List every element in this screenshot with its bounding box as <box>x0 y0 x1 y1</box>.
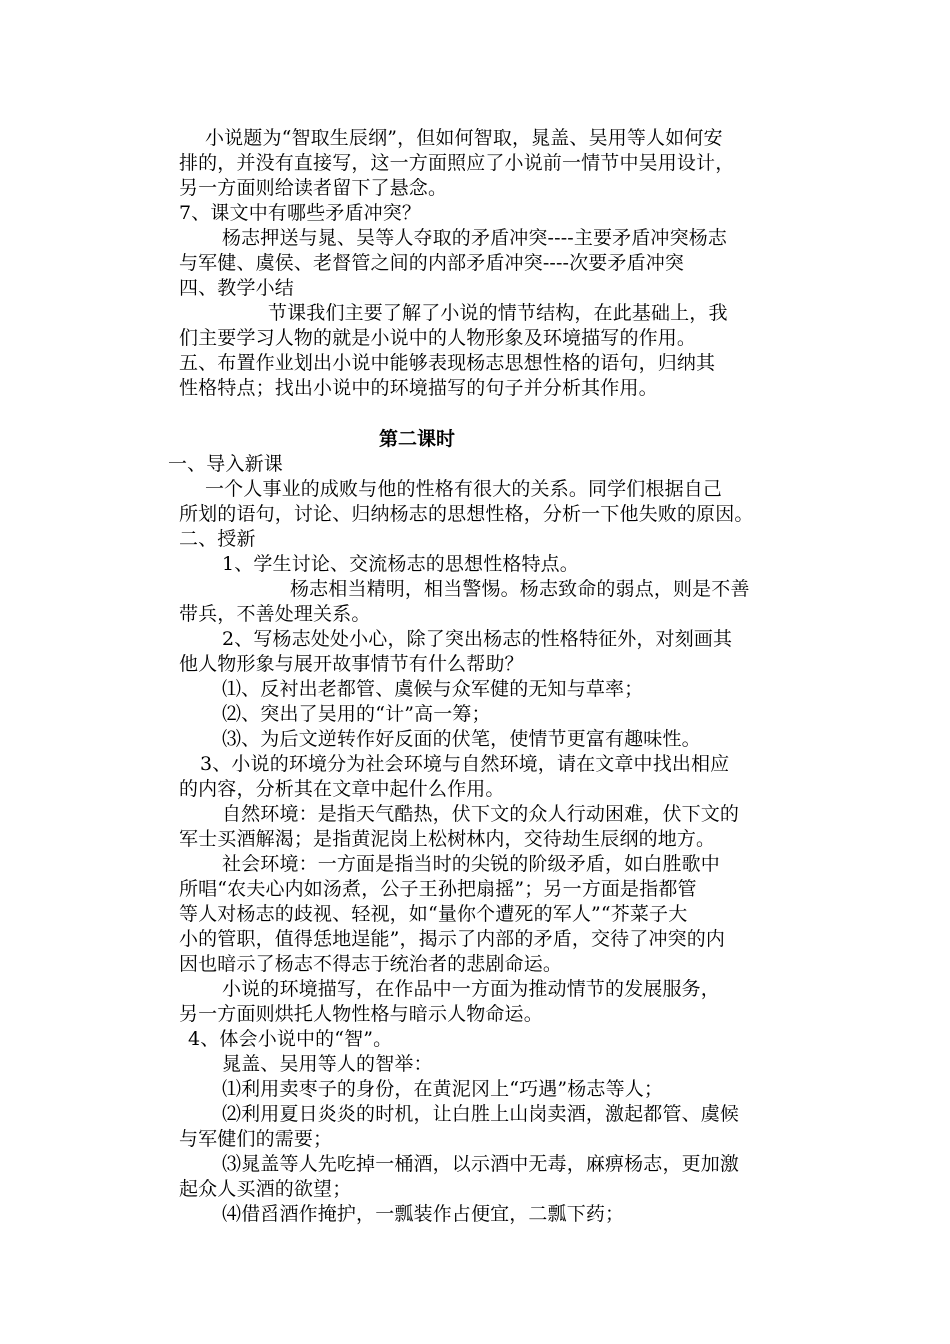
section-heading: 四、教学小结 <box>179 277 294 299</box>
text-line: 3、小说的环境分为社会环境与自然环境，请在文章中找出相应 <box>200 753 730 775</box>
text-line: 带兵，不善处理关系。 <box>179 603 371 625</box>
text-line: 小说题为“智取生辰纲”，但如何智取，晁盖、吴用等人如何安 <box>205 127 723 149</box>
text-line: 五、布置作业划出小说中能够表现杨志思想性格的语句，归纳其 <box>179 352 716 374</box>
text-line: 杨志相当精明，相当警惕。杨志致命的弱点，则是不善 <box>290 578 750 600</box>
list-item: ⑷借舀酒作掩护，一瓢装作占便宜，二瓢下药； <box>222 1203 625 1225</box>
text-line: 等人对杨志的歧视、轻视，如“量你个遭死的军人”“芥菜子大 <box>179 903 688 925</box>
text-line: 社会环境：一方面是指当时的尖锐的阶级矛盾，如白胜歌中 <box>222 853 720 875</box>
list-item: ⑵、突出了吴用的“计”高一筹； <box>222 703 491 725</box>
text-line: 起众人买酒的欲望； <box>179 1178 352 1200</box>
text-line: 7、课文中有哪些矛盾冲突？ <box>179 202 422 224</box>
list-item: ⑴、反衬出老都管、虞候与众军健的无知与草率； <box>222 678 644 700</box>
list-item: ⑶晁盖等人先吃掉一桶酒，以示酒中无毒，麻痹杨志，更加激 <box>222 1153 740 1175</box>
text-line: 因也暗示了杨志不得志于统治者的悲剧命运。 <box>179 953 563 975</box>
text-line: 晁盖、吴用等人的智举： <box>222 1053 433 1075</box>
text-line: 2、写杨志处处小心，除了突出杨志的性格特征外，对刻画其 <box>222 628 733 650</box>
text-line: 排的，并没有直接写，这一方面照应了小说前一情节中吴用设计， <box>179 152 735 174</box>
text-line: 所划的语句，讨论、归纳杨志的思想性格，分析一下他失败的原因。 <box>179 503 754 525</box>
text-line: 自然环境：是指天气酷热，伏下文的众人行动困难，伏下文的 <box>222 803 740 825</box>
text-line: 他人物形象与展开故事情节有什么帮助？ <box>179 653 524 675</box>
text-line: 一个人事业的成败与他的性格有很大的关系。同学们根据自己 <box>205 478 723 500</box>
text-line: 另一方面则给读者留下了悬念。 <box>179 177 448 199</box>
text-line: 节课我们主要了解了小说的情节结构，在此基础上，我 <box>268 302 728 324</box>
text-line: 性格特点；找出小说中的环境描写的句子并分析其作用。 <box>179 377 658 399</box>
text-line: 小说的环境描写，在作品中一方面为推动情节的发展服务， <box>222 978 720 1000</box>
section-heading: 二、授新 <box>179 528 256 550</box>
section-heading: 一、导入新课 <box>168 453 283 475</box>
list-item: ⑴利用卖枣子的身份，在黄泥冈上“巧遇”杨志等人； <box>222 1078 664 1100</box>
text-line: 与军健们的需要； <box>179 1128 333 1150</box>
text-line: 所唱“农夫心内如汤煮，公子王孙把扇摇”；另一方面是指都管 <box>179 878 697 900</box>
text-line: 小的管职，值得恁地逞能”，揭示了内部的矛盾，交待了冲突的内 <box>179 928 726 950</box>
text-line: 4、体会小说中的“智”。 <box>188 1028 393 1050</box>
list-item: ⑵利用夏日炎炎的时机，让白胜上山岗卖酒，激起都管、虞候 <box>222 1103 740 1125</box>
text-line: 另一方面则烘托人物性格与暗示人物命运。 <box>179 1003 543 1025</box>
lesson-title: 第二课时 <box>379 428 456 450</box>
text-line: 的内容，分析其在文章中起什么作用。 <box>179 778 505 800</box>
text-line: 杨志押送与晁、吴等人夺取的矛盾冲突----主要矛盾冲突杨志 <box>222 227 728 249</box>
list-item: ⑶、为后文逆转作好反面的伏笔，使情节更富有趣味性。 <box>222 728 701 750</box>
text-line: 1、学生讨论、交流杨志的思想性格特点。 <box>222 553 579 575</box>
text-line: 与军健、虞侯、老督管之间的内部矛盾冲突----次要矛盾冲突 <box>179 252 685 274</box>
text-line: 军士买酒解渴；是指黄泥岗上松树林内，交待劫生辰纲的地方。 <box>179 828 716 850</box>
text-line: 们主要学习人物的就是小说中的人物形象及环境描写的作用。 <box>179 327 697 349</box>
